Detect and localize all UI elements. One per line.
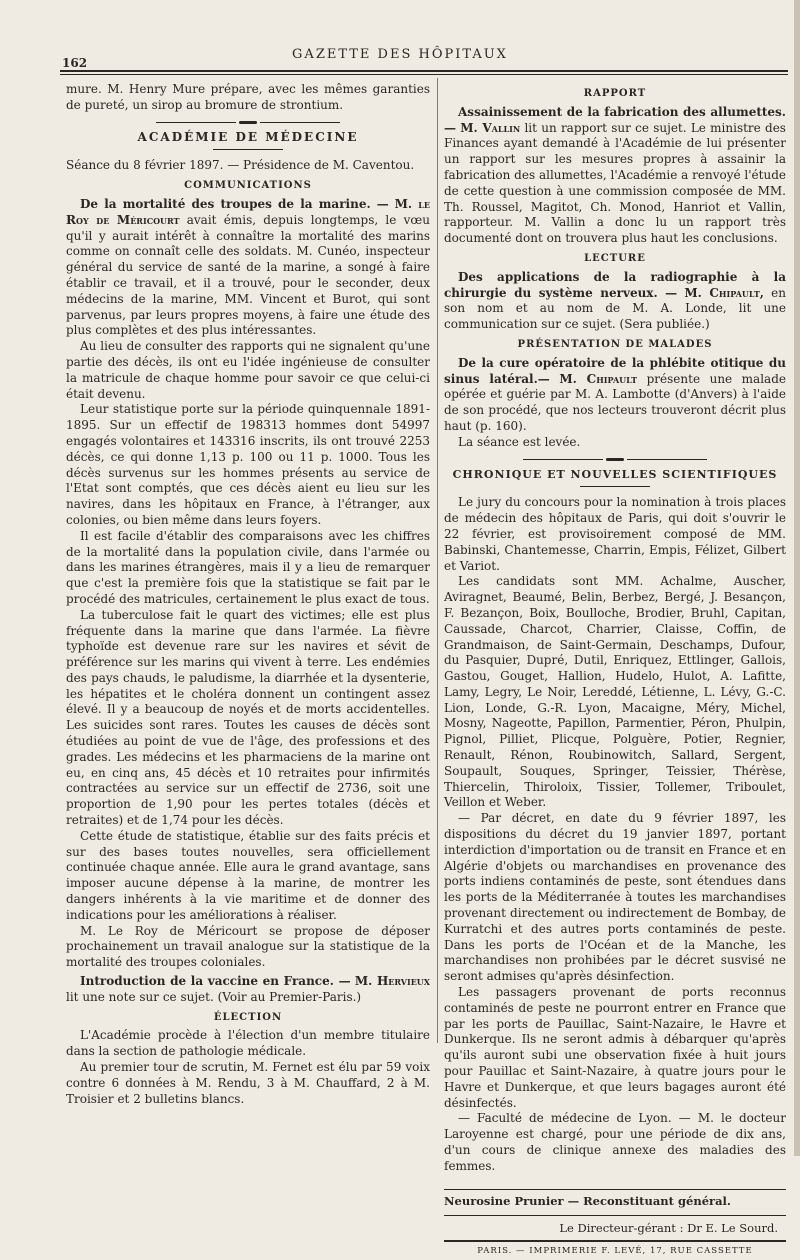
- paragraph: Les candidats sont MM. Achalme, Auscher, Aviragnet, Beaumé, Belin, Berbez, Bergé, J. Besançon, F. Bezançon, Boix, Boulloche, Brodier, Bruhl, Capitan, Caussade, Charcot, Charrier, Claisse, Coffin, de Grandmaison, de Saint-Germain, Deschamps, Dufour, du Pasquier, Dupré, Dutil, Enriquez, Ettlinger, Gallois, Gastou, Gouget, Hallion, Hudelo, Hulot, A. Lafitte, Lamy, Legry, Le Noir, Lereddé, Létienne, L. Lévy, G.-C. Lion, Londe, G.-R. Lyon, Macaigne, Méry, Michel, Mosny, Nageotte, Papillon, Parmentier, Péron, Phulpin, Pignol, Pilliet, Plicque, Polguère, Potier, Regnier, Renault, Rénon, Roubinowitch, Sallard, Sergent, Soupault, Souques, Springer, Teissier, Thérèse, Thiercelin, Thiroloix, Tissier, Tollemer, Triboulet, Veillon et Weber.: [444, 574, 786, 810]
- article-title: Introduction de la vaccine en France. —: [80, 974, 351, 989]
- paragraph: [66, 974, 430, 1006]
- session-line: Séance du 8 février 1897. — Présidence de M. Caventou.: [66, 158, 415, 173]
- paragraph: Il est facile d'établir des comparaisons avec les chiffres de la mortalité dans la population civile, dans l'armée ou dans les marines étrangères, mais il y a lieu de remarquer que c'est la première fois que la statistique se fait par le procédé des matricules, certainement le plus exact de tous.: [66, 528, 430, 606]
- short-rule: [213, 149, 283, 150]
- running-title: GAZETTE DES HÔPITAUX: [292, 47, 508, 62]
- paragraph-text: lit un rapport sur ce sujet. Le ministre des Finances ayant demandé à l'Académie de lui présenter un rapport sur les mesures propres à assainir la fabrication des allumettes, l'Académie a renvoyé l'étude de cette question à une commission composée de MM. Th. Roussel, Magitot, Ch. Monod, Hanriot et Vallin, rapporteur. M. Vallin a donc lu un rapport très documenté dont on trouvera plus haut les conclusions.: [444, 120, 786, 246]
- header-rule: [60, 70, 788, 72]
- page-edge: [794, 0, 800, 1156]
- paragraph: mure. M. Henry Mure prépare, avec les mêmes garanties de pureté, un sirop au bromure de strontium.: [66, 82, 430, 112]
- paragraph: M. Le Roy de Méricourt se propose de déposer prochainement un travail analogue sur la statistique de la mortalité des troupes coloniales.: [66, 923, 430, 970]
- advert-rule: [444, 1215, 786, 1216]
- paragraph: La séance est levée.: [458, 434, 581, 449]
- article-title: De la cure opératoire de la phlébite otitique du sinus latéral.—: [444, 355, 786, 386]
- author: M. Vallin: [460, 120, 521, 135]
- article-title: Assainissement de la fabrication des allumettes. —: [444, 104, 786, 135]
- paragraph: [444, 270, 786, 333]
- paragraph: — Faculté de médecine de Lyon. — M. le docteur Laroyenne est chargé, pour une période de dix ans, d'un cours de clinique annexe des maladies des femmes.: [444, 1111, 786, 1173]
- ornament-divider: [444, 458, 786, 461]
- paragraph-text: présente une malade opérée et guérie par M. A. Lambotte (d'Anvers) à l'aide de son procédé, que nos lecteurs trouveront décrit plus haut (p. 160).: [444, 371, 786, 433]
- paragraph: [444, 356, 786, 435]
- paragraph: Au premier tour de scrutin, M. Fernet est élu par 59 voix contre 6 données à M. Rendu, 3 à M. Chauffard, 2 à M. Troisier et 2 bulletins blancs.: [66, 1060, 430, 1106]
- subheading: COMMUNICATIONS: [184, 180, 312, 192]
- publisher-line: Le Directeur-gérant : Dr E. Le Sourd.: [559, 1221, 778, 1236]
- subheading: ÉLECTION: [213, 1011, 283, 1023]
- paragraph: Cette étude de statistique, établie sur des faits précis et sur des bases toutes nouvelles, sera officiellement continuée chaque année. Elle aura le grand avantage, sans imposer aucune dépense à la marine, de montrer les dangers inhérents à la vie maritime et de donner des indications pour les améliorations à réaliser.: [66, 828, 430, 922]
- right-column: [444, 82, 786, 1260]
- paragraph: Leur statistique porte sur la période quinquennale 1891-1895. Sur un effectif de 198313 hommes dont 54997 engagés volontaires et 143316 inscrits, ils ont trouvé 2253 décès, ce qui donne 1,13 p. 100 ou 11 p. 1000. Tous les décès survenus sur les hommes présents au service de l'Etat sont comptés, que ces décès aient eu lieu sur les navires, dans les hôpitaux en France, à l'étranger, aux colonies, ou bien même dans leurs foyers.: [66, 402, 430, 527]
- author: M. Chipault: [559, 371, 638, 386]
- paragraph: La tuberculose fait le quart des victimes; elle est plus fréquente dans la marine que dans l'armée. La fièvre typhoïde est devenue rare sur les navires et sévit de préférence sur les marins qui vivent à terre. Les endémies des pays chauds, le paludisme, la diarrhée et la dysenterie, les hépatites et le choléra donnent un contingent assez élevé. Il y a beaucoup de noyés et de morts accidentelles. Les suicides sont rares. Toutes les causes de décès sont étudiées au point de vue de l'âge, des professions et des grades. Les médecins et les pharmaciens de la marine ont eu, en cinq ans, 45 décès et 10 retraites pour infirmités contractées au service sur un effectif de 2736, soit une proportion de 1,90 pour les pertes totales (décès et retraites) et de 1,74 pour les décès.: [66, 607, 430, 828]
- ornament-divider: [66, 121, 430, 124]
- section-title: CHRONIQUE ET NOUVELLES SCIENTIFIQUES: [452, 467, 778, 481]
- article-title: Des applications de la radiographie à la chirurgie du système nerveux. —: [444, 269, 786, 300]
- paragraph: Les passagers provenant de ports reconnus contaminés de peste ne pourront entrer en France que par les ports de Pauillac, Saint-Nazaire, le Havre et Dunkerque. Ils ne seront admis à débarquer qu'après qu'ils auront subi une observation fixée à huit jours pour Pauillac et Saint-Nazaire, à quatre jours pour le Havre et Dunkerque, et que leurs bagages auront été désinfectés.: [444, 985, 786, 1110]
- page-number: 162: [62, 56, 88, 70]
- paragraph-text: avait émis, depuis longtemps, le vœu qu'il y aurait intérêt à connaître la mortalité des marins comme on connaît celle des soldats. M. Cunéo, inspecteur général du service de santé de la marine, a songé à faire établir ce travail, et il a trouvé, pour le seconder, deux médecins de la marine, MM. Vincent et Burot, qui sont parvenus, par leurs propres moyens, à faire une étude des plus complètes et des plus intéressantes.: [66, 212, 430, 338]
- column-separator: [437, 78, 438, 1043]
- paragraph: — Par décret, en date du 9 février 1897, les dispositions du décret du 19 janvier 1897, portant interdiction d'importation ou de transit en France et en Algérie d'objets ou marchandises en provenance des ports indiens contaminés de peste, sont étendues dans les ports de la Méditerranée à toutes les marchandises provenant directement ou indirectement de Bombay, de Kurratchi et des autres ports contaminés de peste. Dans les ports de l'Océan et de la Manche, les marchandises non prohibées par le décret susvisé ne seront admises qu'après désinfection.: [444, 811, 786, 984]
- subheading: PRÉSENTATION DE MALADES: [517, 338, 713, 350]
- paragraph: Au lieu de consulter des rapports qui ne signalent qu'une partie des décès, ils ont eu l'idée ingénieuse de consulter la matricule de chaque homme pour savoir ce que celui-ci était devenu.: [66, 339, 430, 401]
- paragraph: L'Académie procède à l'élection d'un membre titulaire dans la section de pathologie médicale.: [66, 1028, 430, 1059]
- author: M. Hervieux: [354, 974, 430, 989]
- paragraph-text: lit une note sur ce sujet. (Voir au Premier-Paris.): [66, 989, 362, 1004]
- paragraph-text: en son nom et au nom de M. A. Londe, lit une communication sur ce sujet. (Sera publiée.): [444, 285, 786, 332]
- paragraph: [444, 105, 786, 247]
- advertisement: Neurosine Prunier — Reconstituant général.: [444, 1189, 786, 1210]
- section-title: ACADÉMIE DE MÉDECINE: [137, 129, 359, 144]
- author: M. Chipault,: [684, 285, 764, 300]
- paragraph: [66, 197, 430, 339]
- article-title: De la mortalité des troupes de la marine. —: [80, 196, 389, 211]
- short-rule: [580, 486, 650, 487]
- left-column: [66, 82, 430, 1107]
- subheading: LECTURE: [584, 252, 646, 264]
- printer-imprint: PARIS. — IMPRIMERIE F. LEVÉ, 17, RUE CASSETTE: [444, 1240, 786, 1260]
- author: M. le Roy de Méricourt: [66, 196, 430, 227]
- header-rule-thin: [60, 74, 788, 75]
- subheading: RAPPORT: [583, 88, 647, 99]
- paragraph: Le jury du concours pour la nomination à trois places de médecin des hôpitaux de Paris, qui doit s'ouvrir le 22 février, est provisoirement composé de MM. Babinski, Chantemesse, Charrin, Empis, Félizet, Gilbert et Variot.: [444, 495, 786, 573]
